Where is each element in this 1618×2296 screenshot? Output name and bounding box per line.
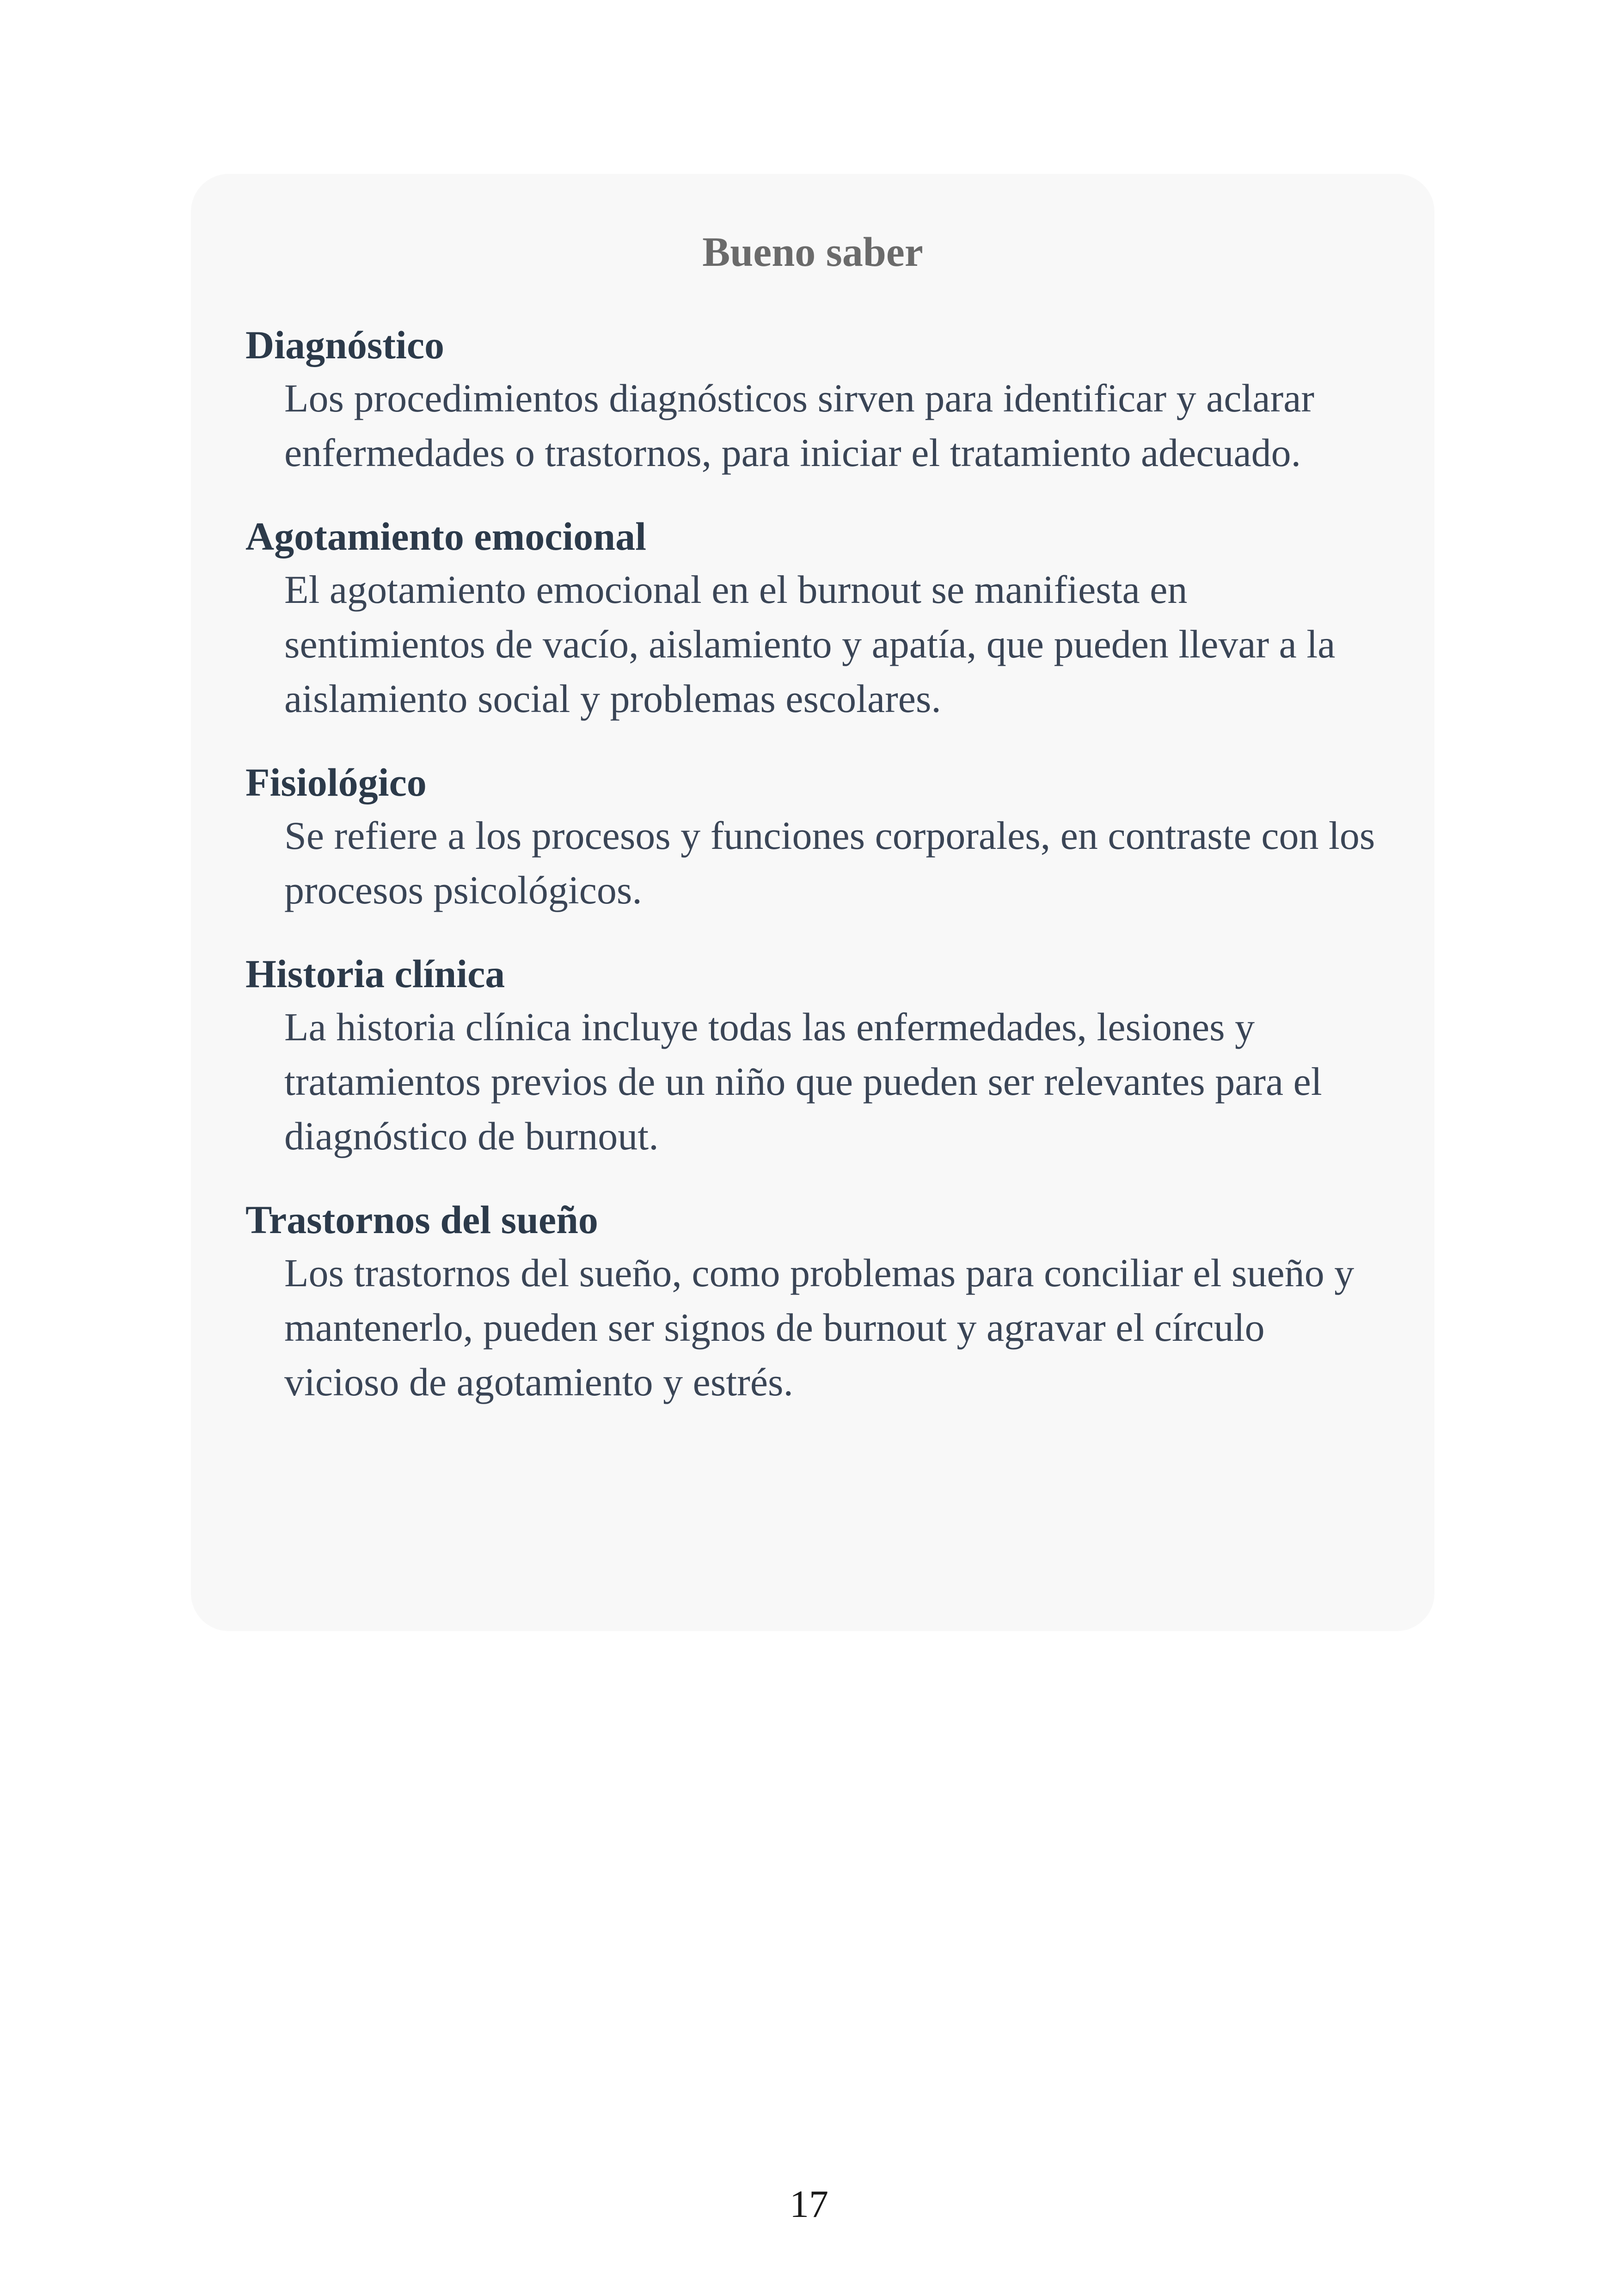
glossary-entry-trastornos-del-sueno	[245, 1194, 1380, 1409]
glossary-definition: Los procedimientos diagnósticos sirven para identificar y aclarar enfermedades o trastornos, para iniciar el tratamiento adecuado.	[284, 376, 1315, 475]
glossary-entry-historia-clinica	[245, 948, 1380, 1163]
glossary-definition: La historia clínica incluye todas las enfermedades, lesiones y tratamientos previos de un niño que pueden ser relevantes para el diagnóstico de burnout.	[284, 1005, 1322, 1158]
page-number: 17	[790, 2183, 828, 2226]
glossary-term: Diagnóstico	[245, 323, 444, 367]
glossary-entry-fisiologico	[245, 756, 1380, 917]
good-to-know-box	[191, 174, 1434, 1631]
glossary-definition: El agotamiento emocional en el burnout se manifiesta en sentimientos de vacío, aislamiento y apatía, que pueden llevar a la aislamiento social y problemas escolares.	[284, 567, 1336, 721]
glossary-list	[245, 319, 1380, 1409]
glossary-entry-diagnostico	[245, 319, 1380, 480]
glossary-entry-agotamiento-emocional	[245, 510, 1380, 726]
glossary-term: Historia clínica	[245, 952, 505, 996]
glossary-term: Agotamiento emocional	[245, 514, 647, 559]
glossary-definition: Se refiere a los procesos y funciones corporales, en contraste con los procesos psicológicos.	[284, 813, 1375, 912]
glossary-term: Trastornos del sueño	[245, 1197, 598, 1242]
glossary-term: Fisiológico	[245, 760, 427, 804]
glossary-definition: Los trastornos del sueño, como problemas para conciliar el sueño y mantenerlo, pueden ser signos de burnout y agravar el círculo vicioso de agotamiento y estrés.	[284, 1251, 1354, 1404]
box-title: Bueno saber	[702, 229, 923, 275]
